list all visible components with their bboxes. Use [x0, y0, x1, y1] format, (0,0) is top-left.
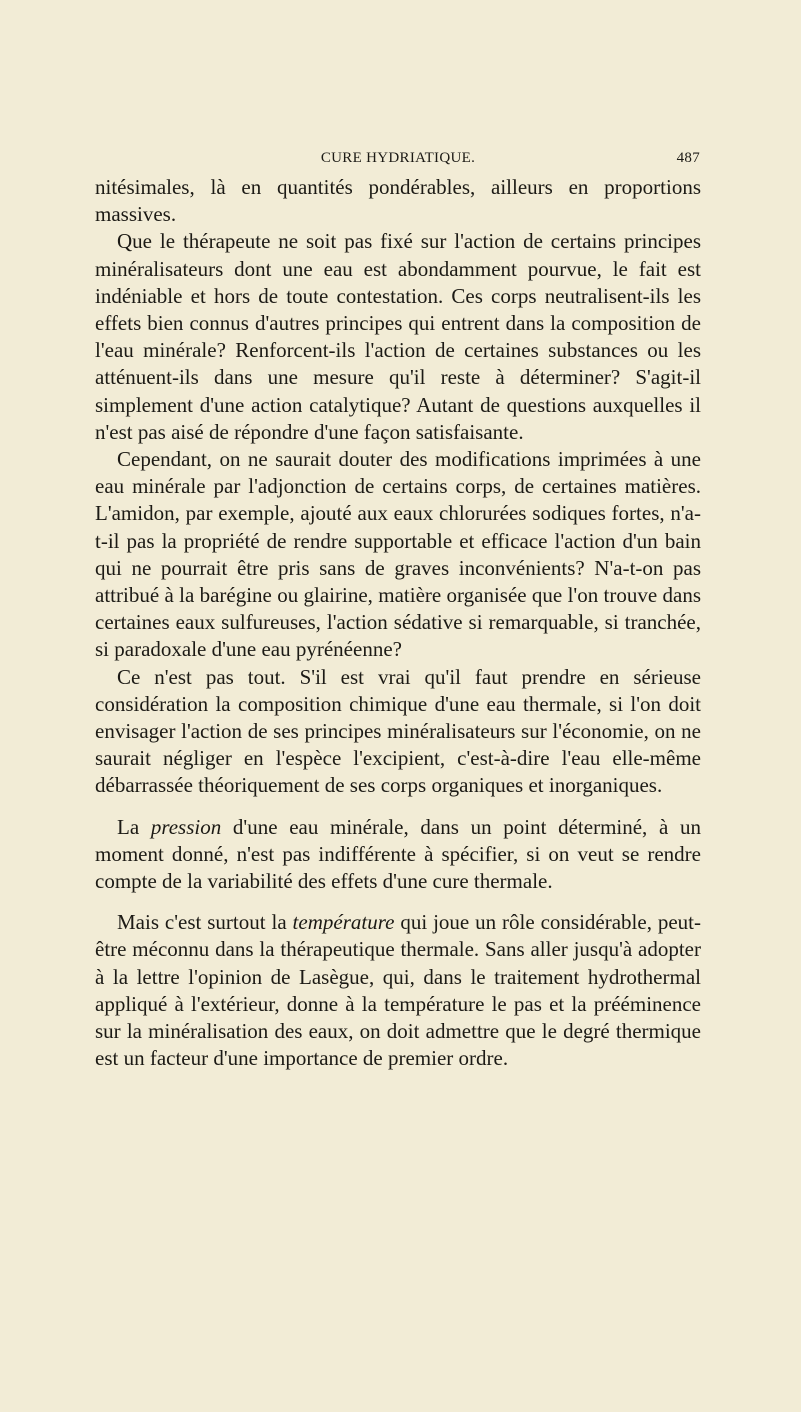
paragraph-5-pre: La — [117, 814, 151, 839]
paragraph-6-emphasis: température — [292, 910, 395, 935]
running-title: CURE HYDRIATIQUE. — [320, 150, 476, 166]
paragraph-6-post: qui joue un rôle considérable, peut-être méconnu dans la thérapeutique thermale. Sans aller jusqu'à adopter à la lettre l'opinion de Lasègue, qui, dans le traitement hydrothermal appliqué à l'extérieur, donne à la température le pas et la prééminence sur la minéralisation des eaux, on doit admettre que le degré thermique est un facteur d'une importance de premier ordre. — [95, 910, 702, 1071]
paragraph-1: nitésimales, là en quantités pondérables, ailleurs en proportions massives. — [95, 175, 701, 227]
paragraph-5 — [95, 814, 701, 896]
running-header — [96, 150, 700, 170]
paragraph-3: Cependant, on ne saurait douter des modifications imprimées à une eau minérale par l'adjonction de certains corps, de certaines matières. L'amidon, par exemple, ajouté aux eaux chlorurées sodiques fortes, n'a-t-il pas la propriété de rendre supportable et efficace l'action d'un bain qui ne pourrait être pris sans de graves inconvénients? N'a-t-on pas attribué à la barégine ou glairine, matière organisée que l'on trouve dans certaines eaux sulfureuses, l'action sédative si remarquable, si tranchée, si paradoxale d'une eau pyrénéenne? — [95, 447, 701, 662]
paragraph-6-pre: Mais c'est surtout la — [117, 910, 293, 935]
body-text — [95, 174, 701, 1073]
paragraph-2: Que le thérapeute ne soit pas fixé sur l'action de certains principes minéralisateurs dont une eau est abondamment pourvue, le fait est indéniable et hors de toute contestation. Ces corps neutralisent-ils les effets bien connus d'autres principes qui entrent dans la composition de l'eau minérale? Renforcent-ils l'action de certaines substances ou les atténuent-ils dans une mesure qu'il reste à déterminer? S'agit-il simplement d'une action catalytique? Autant de questions auxquelles il n'est pas aisé de répondre d'une façon satisfaisante. — [95, 229, 701, 444]
paragraph-5-emphasis: pression — [150, 814, 222, 839]
paragraph-6 — [95, 909, 701, 1072]
page-number: 487 — [676, 150, 700, 166]
paragraph-5-post: d'une eau minérale, dans un point déterminé, à un moment donné, n'est pas indifférente à spécifier, si on veut se rendre compte de la variabilité des effets d'une cure thermale. — [95, 814, 701, 894]
paragraph-4: Ce n'est pas tout. S'il est vrai qu'il faut prendre en sérieuse considération la composition chimique d'une eau thermale, si l'on doit envisager l'action de ses principes minéralisateurs sur l'économie, on ne saurait négliger en l'espèce l'excipient, c'est-à-dire l'eau elle-même débarrassée théoriquement de ses corps organiques et inorganiques. — [95, 664, 701, 798]
